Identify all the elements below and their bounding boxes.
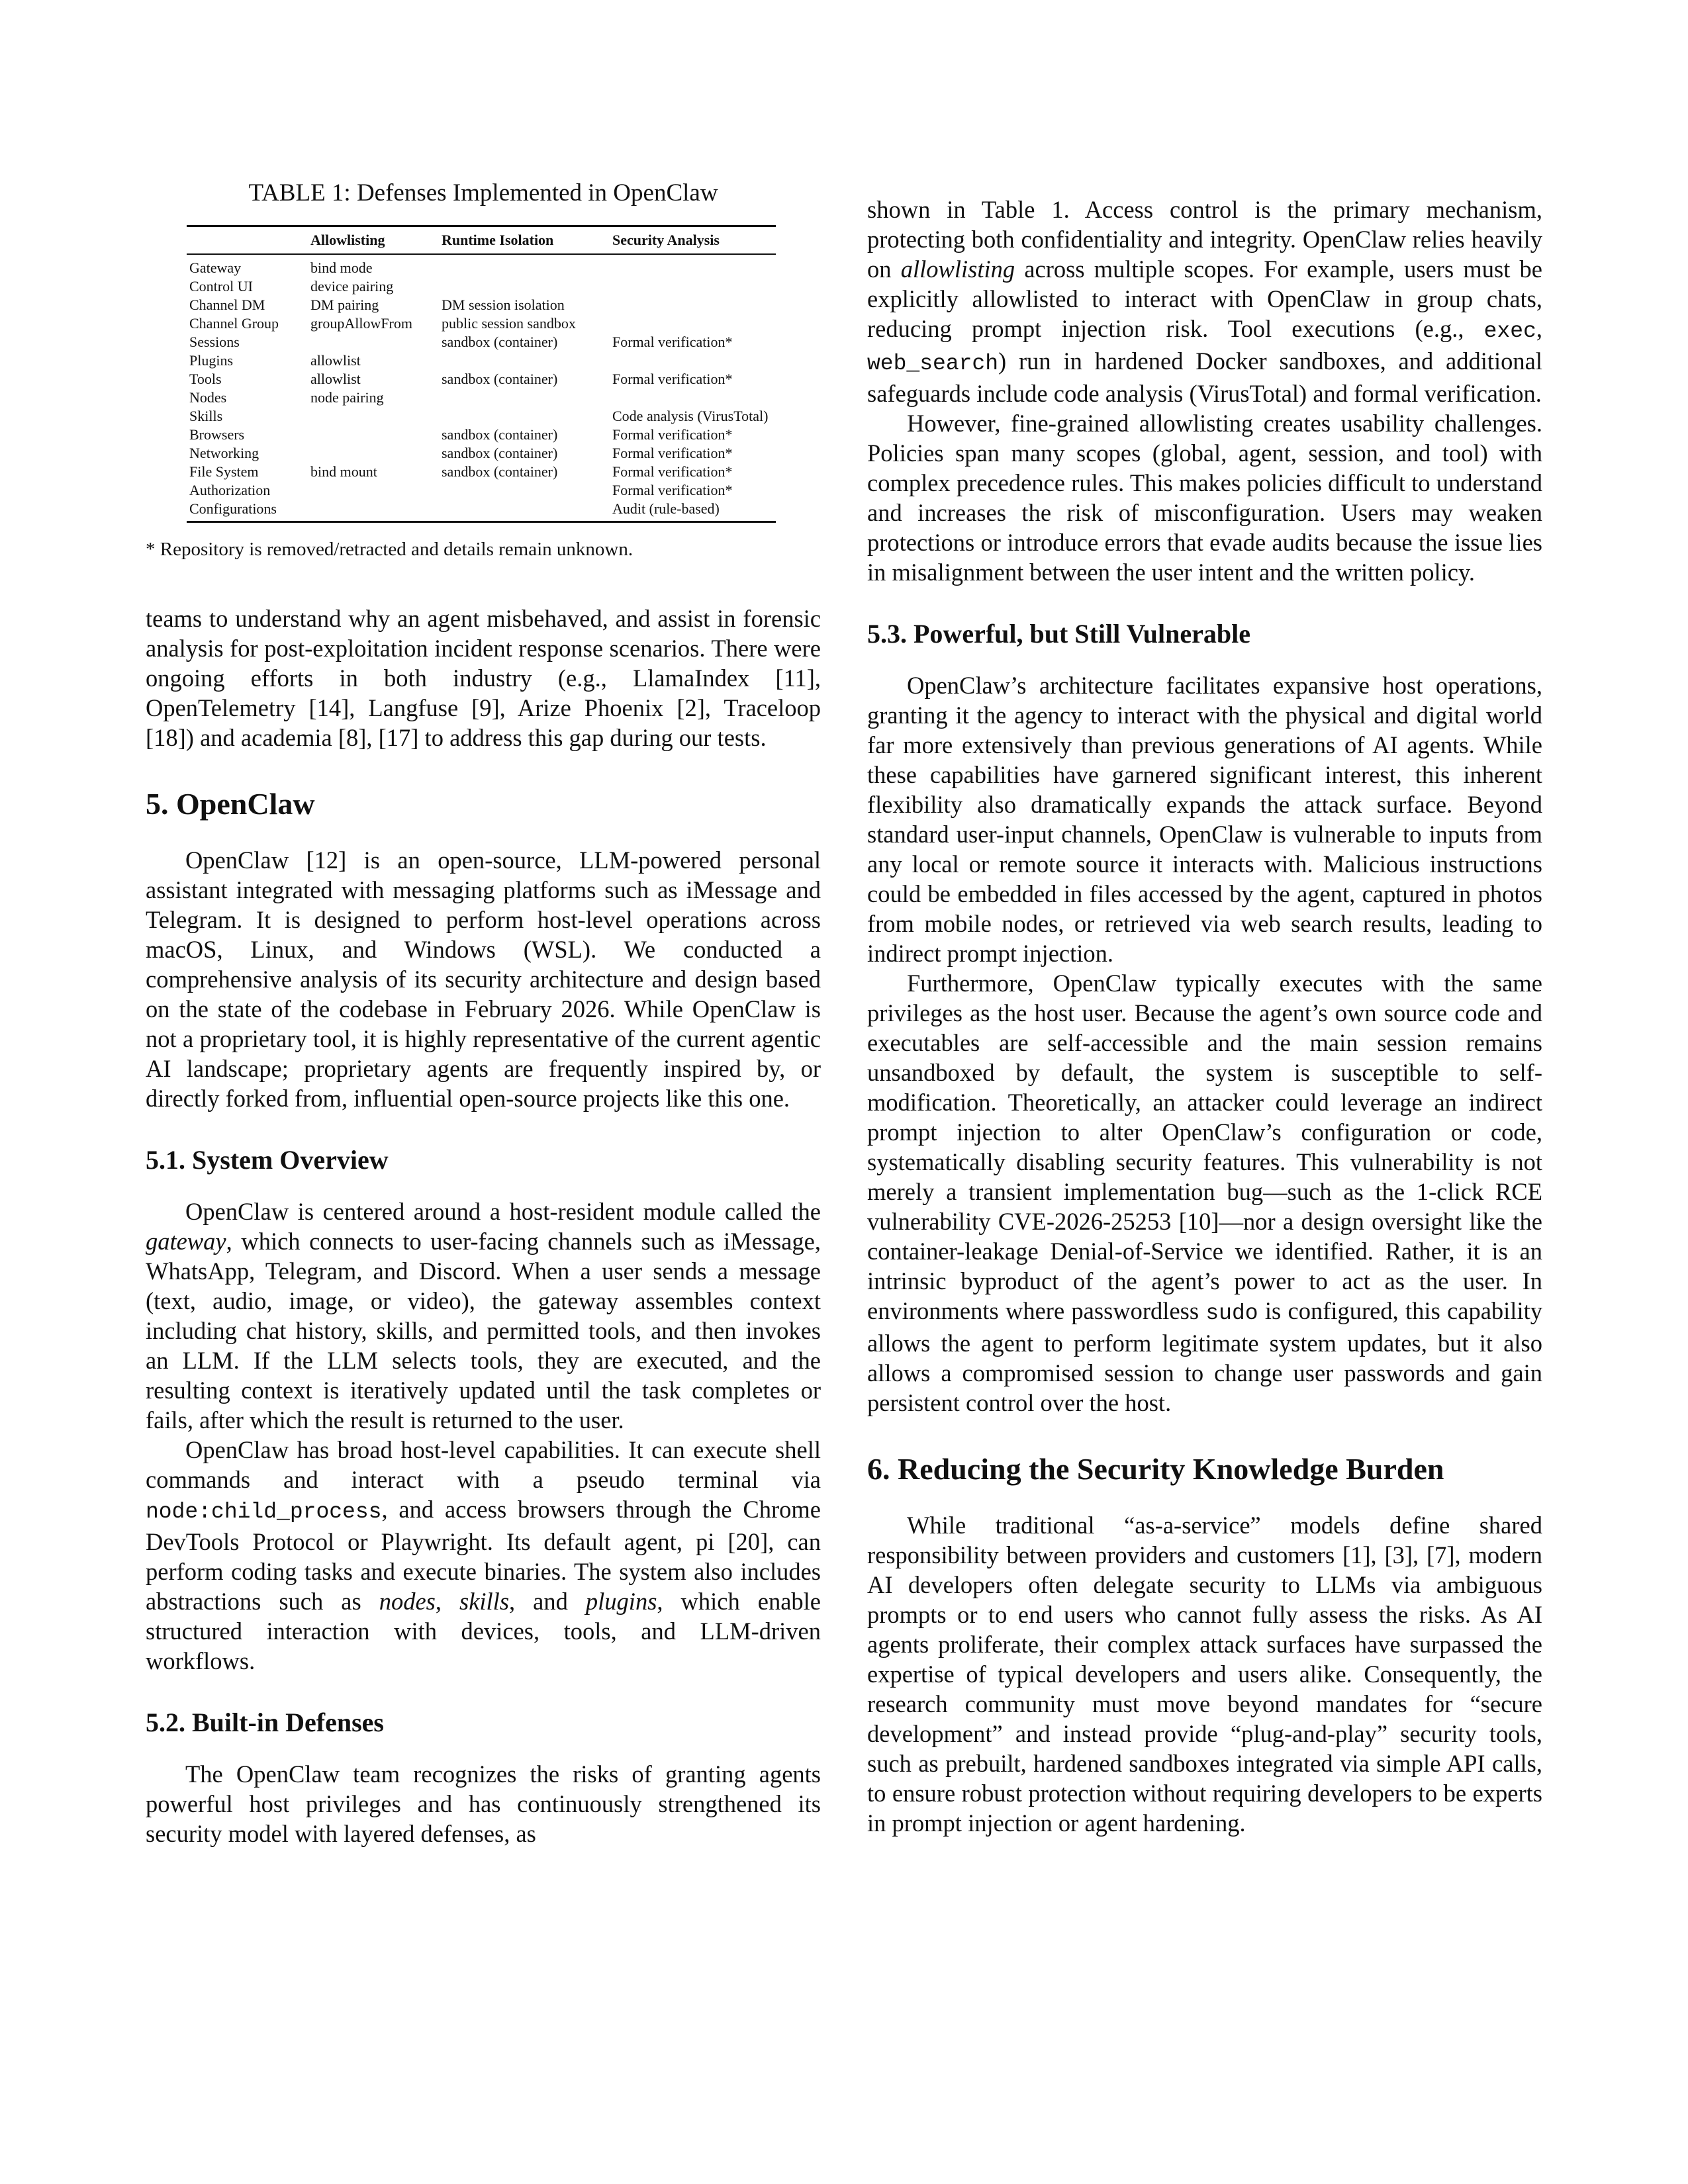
table-cell (308, 333, 439, 351)
table-row (187, 426, 776, 444)
paragraph: While traditional “as-a-service” models define shared responsibility between providers and customers [1], [3], [7], modern AI developers often delegate security to LLMs via ambiguous prompts or to end users who cannot fully assess the risks. As AI agents proliferate, their complex attack surfaces have surpassed the expertise of typical developers and users alike. Consequently, the research community must move beyond mandates for “secure development” and instead provide “plug-and-play” security tools, such as prebuilt, hardened sandboxes integrated via simple API calls, to ensure robust protection without requiring developers to be experts in prompt injection or agent hardening. (867, 1512, 1542, 1837)
table-cell: sandbox (container) (442, 463, 558, 480)
table-cell (439, 277, 610, 296)
paragraph-text: shown in Table 1. Access control is the primary mechanism, protecting both confidentiality and integrity. OpenClaw relies heavily on (867, 196, 1542, 283)
table-body (187, 254, 776, 522)
paragraph (867, 968, 1542, 1418)
paragraph (146, 604, 821, 752)
table-row (187, 351, 776, 370)
table-cell: Formal verification* (612, 334, 733, 350)
table-cell: groupAllowFrom (310, 315, 412, 332)
table-row (187, 333, 776, 351)
table-header-row (187, 226, 776, 255)
code-text: node:child_process (146, 1500, 382, 1524)
table-cell: allowlist (310, 371, 361, 387)
table-row (187, 463, 776, 481)
table-row-label: Channel DM (189, 296, 265, 313)
emphasis-text: skills (459, 1588, 510, 1615)
table-cell (610, 388, 776, 407)
paragraph-text: , and (509, 1588, 586, 1615)
table-cell: sandbox (container) (442, 334, 558, 350)
table-cell: sandbox (container) (442, 371, 558, 387)
paragraph (867, 195, 1542, 408)
paragraph: OpenClaw’s architecture facilitates expansive host operations, granting it the agency to interact with the physical and digital world far more extensively than previous generations of AI agents. While these capabilities have garnered significant interest, this inherent flexibility also dramatically expands the attack surface. Beyond standard user-input channels, OpenClaw is vulnerable to inputs from any local or remote source it interacts with. Malicious instructions could be embedded in files accessed by the agent, captured in photos from mobile nodes, or retrieved via web search results, leading to indirect prompt injection. (867, 672, 1542, 967)
table-row-label: Configurations (187, 500, 308, 522)
right-column (867, 179, 1542, 1838)
paragraph-text: OpenClaw has broad host-level capabilities. It can execute shell commands and interact with a pseudo terminal via (146, 1436, 821, 1493)
table-cell: Code analysis (VirusTotal) (612, 408, 769, 424)
table-cell (610, 351, 776, 370)
table-row (187, 296, 776, 314)
emphasis-text: plugins (585, 1588, 657, 1615)
emphasis-text: gateway (146, 1228, 226, 1255)
subsection-heading: 5.3. Powerful, but Still Vulnerable (867, 619, 1250, 649)
paragraph: However, fine-grained allowlisting creates usability challenges. Policies span many scopes (global, agent, session, and tool) with complex precedence rules. This makes policies difficult to understand and increases the risk of misconfiguration. Users may weaken protections or introduce errors that evade audits because the issue lies in misalignment between the user intent and the written policy. (867, 410, 1542, 586)
emphasis-text: nodes (379, 1588, 436, 1615)
table-header: Security Analysis (610, 226, 776, 255)
table-cell (439, 388, 610, 407)
paragraph-text: , which connects to user-facing channels such as iMessage, WhatsApp, Telegram, and Discord. When a user sends a message (text, audio, image, or video), the gateway assembles context including chat history, skills, and permitted tools, and then invokes an LLM. If the LLM selects tools, they are executed, and the resulting context is iteratively updated until the task completes or fails, after which the result is returned to the user. (146, 1228, 821, 1433)
table-row-label: Nodes (189, 389, 227, 406)
table-cell (439, 254, 610, 277)
table-cell: bind mode (310, 259, 373, 276)
table-cell (439, 351, 610, 370)
table-cell: Formal verification* (612, 371, 733, 387)
table-cell (308, 444, 439, 463)
table-cell (308, 481, 439, 500)
table-row (187, 314, 776, 333)
code-text: exec (1483, 319, 1536, 343)
table-row (187, 277, 776, 296)
table-cell: Formal verification* (612, 463, 733, 480)
table-row (187, 388, 776, 407)
table-cell: bind mount (310, 463, 377, 480)
table-row-label: Control UI (189, 278, 253, 295)
code-text: sudo (1205, 1301, 1258, 1326)
table-cell (610, 296, 776, 314)
paragraph-text: , and access browsers through the Chrome DevTools Protocol or Playwright. Its default agent, pi [20], can perform coding tasks and execute binaries. The system also includes abstractions such as (146, 1496, 821, 1615)
table-cell (439, 500, 610, 522)
table-cell (308, 426, 439, 444)
table-cell: Formal verification* (612, 426, 733, 443)
table-row (187, 254, 776, 277)
table-row-label: Gateway (189, 259, 242, 276)
table-cell: node pairing (310, 389, 384, 406)
paragraph-text: ) run in hardened Docker sandboxes, and additional safeguards include code analysis (VirusTotal) and formal verification. (867, 347, 1542, 407)
section-heading: 5. OpenClaw (146, 787, 315, 821)
table-row (187, 481, 776, 500)
table-row (187, 444, 776, 463)
table-row-label: Browsers (189, 426, 245, 443)
paragraph-text: , (435, 1588, 459, 1615)
table-row-label: Plugins (189, 352, 234, 369)
table-row-label: Sessions (189, 334, 240, 350)
paragraph-text: , (1536, 315, 1542, 342)
table-cell: Audit (rule-based) (610, 500, 776, 522)
table-cell (308, 500, 439, 522)
table-cell: allowlist (310, 352, 361, 369)
paragraph (146, 1197, 821, 1435)
paragraph: OpenClaw [12] is an open-source, LLM-powered personal assistant integrated with messaging platforms such as iMessage and Telegram. It is designed to perform host-level operations across macOS, Linux, and Windows (WSL). We conducted a comprehensive analysis of its security architecture and design based on the state of the codebase in February 2026. While OpenClaw is not a proprietary tool, it is highly representative of the current agentic AI landscape; proprietary agents are frequently inspired by, or directly forked from, influential open-source projects like this one. (146, 846, 821, 1112)
table-cell (610, 277, 776, 296)
subsection-heading: 5.1. System Overview (146, 1145, 389, 1175)
table-row (187, 500, 776, 522)
table-cell: DM session isolation (442, 296, 565, 313)
table-row-label: Skills (189, 408, 223, 424)
paragraph-text: Furthermore, OpenClaw typically executes with the same privileges as the host user. Because the agent’s own source code and executables are self-accessible and the main session remains unsandboxed by default, the system is susceptible to self-modification. Theoretically, an attacker could leverage an indirect prompt injection to alter OpenClaw’s configuration or code, systematically disabling security features. This vulnerability is not merely a transient implementation bug—such as the 1-click RCE vulnerability CVE-2026-25253 [10]—nor a design oversight like the container-leakage Denial-of-Service we identified. Rather, it is an intrinsic byproduct of the agent’s power to act as the user. In environments where passwordless (867, 970, 1542, 1324)
paragraph-text: teams to understand why an agent misbehaved, and assist in forensic analysis for post-exploitation incident response scenarios. There were ongoing efforts in both industry (e.g., LlamaIndex [11], OpenTelemetry [14], Langfuse [9], Arize Phoenix [2], Traceloop [18]) and academia [8], [17] to address this gap during our tests. (146, 605, 821, 751)
table-cell: Formal verification* (612, 482, 733, 498)
table-row-label: Networking (189, 445, 259, 461)
defenses-table (187, 225, 776, 523)
paragraph-text: , which enable structured interaction with devices, tools, and LLM-driven workflows. (146, 1588, 821, 1674)
emphasis-text: allowlisting (900, 255, 1015, 283)
table-row (187, 407, 776, 426)
section-heading: 6. Reducing the Security Knowledge Burden (867, 1452, 1444, 1486)
table-cell: Formal verification* (612, 445, 733, 461)
table-cell (439, 407, 610, 426)
table-row (187, 370, 776, 388)
paragraph (146, 1435, 821, 1676)
code-text: web_search (867, 351, 999, 376)
table-cell (610, 254, 776, 277)
table-cell: device pairing (310, 278, 394, 295)
table-header (187, 226, 308, 255)
table-cell: sandbox (container) (442, 426, 558, 443)
paragraph-text: OpenClaw is centered around a host-resident module called the (185, 1198, 821, 1225)
table-cell: DM pairing (310, 296, 379, 313)
table-cell: public session sandbox (442, 315, 576, 332)
table-footnote: * Repository is removed/retracted and details remain unknown. (146, 539, 633, 560)
table-row-label: Authorization (189, 482, 271, 498)
subsection-heading: 5.2. Built-in Defenses (146, 1707, 384, 1737)
table-row-label: Channel Group (189, 315, 279, 332)
table-cell (439, 481, 610, 500)
table-row-label: File System (189, 463, 259, 480)
table-cell (610, 314, 776, 333)
table-caption: TABLE 1: Defenses Implemented in OpenClaw (248, 179, 718, 206)
table-row-label: Tools (189, 371, 222, 387)
table-header: Allowlisting (308, 226, 439, 255)
paragraph-text: is configured, this capability allows the agent to perform legitimate system updates, but it also allows a compromised session to change user passwords and gain persistent control over the host. (867, 1297, 1542, 1416)
table-header: Runtime Isolation (439, 226, 610, 255)
paragraph-text: across multiple scopes. For example, users must be explicitly allowlisted to interact with OpenClaw in group chats, reducing prompt injection risk. Tool executions (e.g., (867, 255, 1543, 342)
table-cell: sandbox (container) (442, 445, 558, 461)
table-cell (308, 407, 439, 426)
paragraph: The OpenClaw team recognizes the risks of granting agents powerful host privileges and has continuously strengthened its security model with layered defenses, as (146, 1760, 821, 1847)
left-column (146, 179, 821, 1848)
